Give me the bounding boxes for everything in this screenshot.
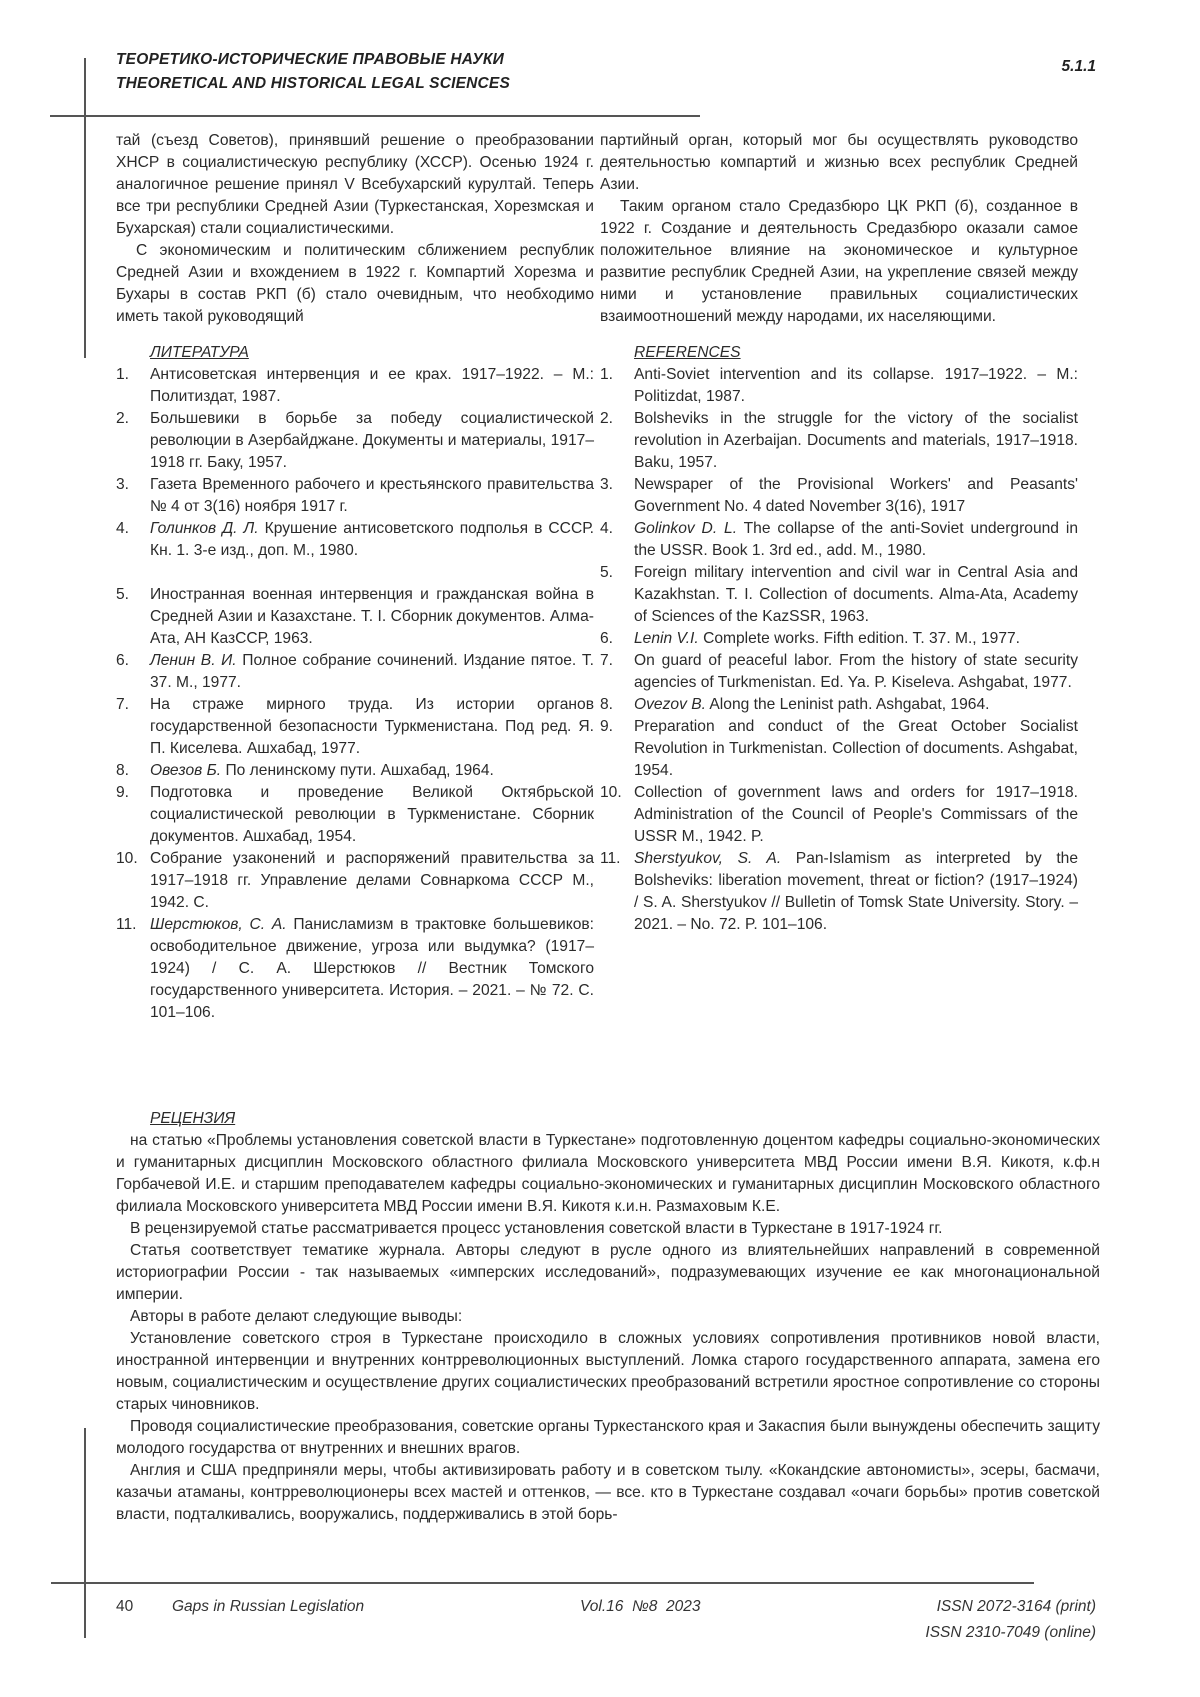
header-title-ru: ТЕОРЕТИКО-ИСТОРИЧЕСКИЕ ПРАВОВЫЕ НАУКИ [116, 51, 504, 68]
header-rule [50, 115, 700, 117]
reference-item: 10. Collection of government laws and orders for 1917–1918. Administration of the Council of People's Commissars of the USSR M., 1942. P. [600, 784, 1078, 845]
literature-item: 2. Большевики в борьбе за победу социалистической революции в Азербайджане. Документы и материалы, 1917–1918 гг. Баку, 1957. [116, 410, 594, 471]
literature-item: 7. На страже мирного труда. Из истории органов государственной безопасности Туркменистана. Под ред. Я. П. Киселева. Ашхабад, 1977. [116, 696, 594, 757]
literature-heading: ЛИТЕРАТУРА [150, 344, 249, 361]
reference-item: 1. Anti-Soviet intervention and its collapse. 1917–1922. – M.: Politizdat, 1987. [600, 366, 1078, 405]
review-paragraph: Проводя социалистические преобразования, советские органы Туркестанского края и Закаспия были вынуждены обеспечить защиту молодого государства от внутренних и внешних врагов. [116, 1418, 1100, 1457]
review-paragraph: Англия и США предприняли меры, чтобы активизировать работу и в советском тылу. «Кокандские автономисты», эсеры, басмачи, казачьи атаманы, контрреволюционеры всех мастей и оттенков, — все. кто в Туркестане создавал «очаги борьбы» против советской власти, подталкивались, вооружались, поддерживались в этой борь- [116, 1462, 1100, 1523]
author: Golinkov D. L. [634, 520, 738, 537]
body-paragraph: партийный орган, который мог бы осуществлять руководство деятельностью компартий и жизнью всех республик Средней Азии. [600, 132, 1078, 193]
author: Шерстюков, С. А. [150, 916, 287, 933]
issn-print: ISSN 2072-3164 (print) [936, 1598, 1096, 1615]
body-paragraph: Таким органом стало Средазбюро ЦК РКП (б), созданное в 1922 г. Создание и деятельность Средазбюро оказали самое положительное влияние на экономическое и культурное развитие республик Средней Азии, на укрепление связей между ними и установление правильных социалистических взаимоотношений между народами, их населяющими. [600, 198, 1078, 325]
issue-info: Vol.16 №8 2023 [580, 1598, 701, 1615]
header-title-en: THEORETICAL AND HISTORICAL LEGAL SCIENCES [116, 75, 511, 92]
literature-item: 11. Шерстюков, С. А. Панисламизм в трактовке большевиков: освободительное движение, угроза или выдумка? (1917–1924) / С. А. Шерстюков // Вестник Томского государственного университета. История. – 2021. – № 72. С. 101–106. [116, 916, 594, 1021]
literature-item: 10. Собрание узаконений и распоряжений правительства за 1917–1918 гг. Управление делами Совнаркома СССР М., 1942. С. [116, 850, 594, 911]
author: Ovezov B. [634, 696, 706, 713]
literature-list [116, 364, 594, 1024]
running-header [116, 48, 510, 96]
review-paragraph: В рецензируемой статье рассматривается процесс установления советской власти в Туркестане в 1917-1924 гг. [130, 1220, 943, 1237]
literature-item: 5. Иностранная военная интервенция и гражданская война в Средней Азии и Казахстане. Т. I. Сборник документов. Алма-Ата, АН КазССР, 1963. [116, 586, 594, 647]
references-heading: REFERENCES [634, 344, 741, 361]
literature-item: 4. Голинков Д. Л. Крушение антисоветского подполья в СССР. Кн. 1. 3-е изд., доп. М., 1980. [116, 520, 594, 559]
author: Sherstyukov, S. A. [634, 850, 782, 867]
review-paragraph: Статья соответствует тематике журнала. Авторы следуют в русле одного из влиятельнейших направлений в современной историографии России - так называемых «имперских исследований», подразумевающих изучение ее как многонациональной империи. [116, 1242, 1100, 1303]
literature-item: 3. Газета Временного рабочего и крестьянского правительства № 4 от 3(16) ноября 1917 г. [116, 476, 594, 515]
review-paragraph: на статью «Проблемы установления советской власти в Туркестане» подготовленную доцентом кафедры социально-экономических и гуманитарных дисциплин Московского областного филиала Московского университета МВД России имени В.Я. Кикотя, к.ф.н Горбачевой И.Е. и старшим преподавателем кафедры социально-экономических и гуманитарных дисциплин Московского областного филиала Московского университета МВД России имени В.Я. Кикотя к.и.н. Размаховым К.Е. [116, 1132, 1100, 1215]
issn-online: ISSN 2310-7049 (online) [925, 1624, 1096, 1641]
author: Голинков Д. Л. [150, 520, 259, 537]
review-section [116, 1108, 1100, 1526]
reference-item: 9. Preparation and conduct of the Great October Socialist Revolution in Turkmenistan. Collection of documents. Ashgabat, 1954. [600, 718, 1078, 779]
literature-item: 8. Овезов Б. По ленинскому пути. Ашхабад, 1964. [116, 762, 494, 779]
left-margin-rule-bottom [84, 1428, 86, 1638]
literature-item: 6. Ленин В. И. Полное собрание сочинений. Издание пятое. Т. 37. М., 1977. [116, 652, 595, 691]
author: Lenin V.I. [634, 630, 699, 647]
review-heading: РЕЦЕНЗИЯ [150, 1110, 236, 1127]
review-paragraph: Авторы в работе делают следующие выводы: [130, 1308, 463, 1325]
reference-item: 5. Foreign military intervention and civil war in Central Asia and Kazakhstan. T. I. Collection of documents. Alma-Ata, Academy of Sciences of the KazSSR, 1963. [600, 564, 1078, 625]
reference-item: 7. On guard of peaceful labor. From the history of state security agencies of Turkmenistan. Ed. Ya. P. Kiseleva. Ashgabat, 1977. [600, 652, 1078, 691]
reference-item: 6. Lenin V.I. Complete works. Fifth edition. T. 37. M., 1977. [600, 630, 1020, 647]
literature-item: 1. Антисоветская интервенция и ее крах. 1917–1922. – М.: Политиздат, 1987. [116, 366, 594, 405]
left-column [116, 130, 594, 1024]
reference-item: 8. Ovezov B. Along the Leninist path. Ashgabat, 1964. [600, 696, 990, 713]
left-margin-rule-top [84, 58, 86, 358]
journal-name: Gaps in Russian Legislation [172, 1598, 365, 1615]
literature-item: 9. Подготовка и проведение Великой Октябрьской социалистической революции в Туркменистане. Сборник документов. Ашхабад, 1954. [116, 784, 594, 845]
reference-item: 2. Bolsheviks in the struggle for the victory of the socialist revolution in Azerbaijan. Documents and materials, 1917–1918. Baku, 1957. [600, 410, 1078, 471]
body-paragraph: тай (съезд Советов), принявший решение о преобразовании ХНСР в социалистическую республику (ХССР). Осенью 1924 г. аналогичное решение принял V Всебухарский курултай. Теперь все три республики Средней Азии (Туркестанская, Хорезмская и Бухарская) стали социалистическими. [116, 132, 594, 237]
spacer [116, 562, 594, 584]
right-column [600, 130, 1078, 936]
section-code: 5.1.1 [1061, 58, 1096, 75]
author: Овезов Б. [150, 762, 222, 779]
reference-item: 4. Golinkov D. L. The collapse of the anti-Soviet underground in the USSR. Book 1. 3rd ed., add. M., 1980. [600, 520, 1078, 559]
page-number: 40 [116, 1598, 134, 1615]
footer-rule [51, 1582, 1034, 1584]
body-paragraph: С экономическим и политическим сближением республик Средней Азии и вхождением в 1922 г. Компартий Хорезма и Бухары в состав РКП (б) стало очевидным, что необходимо иметь такой руководящий [116, 242, 594, 325]
references-list [600, 364, 1078, 936]
author: Ленин В. И. [150, 652, 237, 669]
reference-item: 11. Sherstyukov, S. A. Pan-Islamism as interpreted by the Bolsheviks: liberation movement, threat or fiction? (1917–1924) / S. A. Sherstyukov // Bulletin of Tomsk State University. Story. – 2021. – No. 72. P. 101–106. [600, 850, 1078, 933]
reference-item: 3. Newspaper of the Provisional Workers' and Peasants' Government No. 4 dated November 3(16), 1917 [600, 476, 1078, 515]
review-paragraph: Установление советского строя в Туркестане происходило в сложных условиях сопротивления противников новой власти, иностранной интервенции и внутренних контрреволюционных выступлений. Ломка старого государственного аппарата, замена его новым, социалистическим и осуществление других социалистических преобразований встретили яростное сопротивление со стороны старых чиновников. [116, 1330, 1100, 1413]
